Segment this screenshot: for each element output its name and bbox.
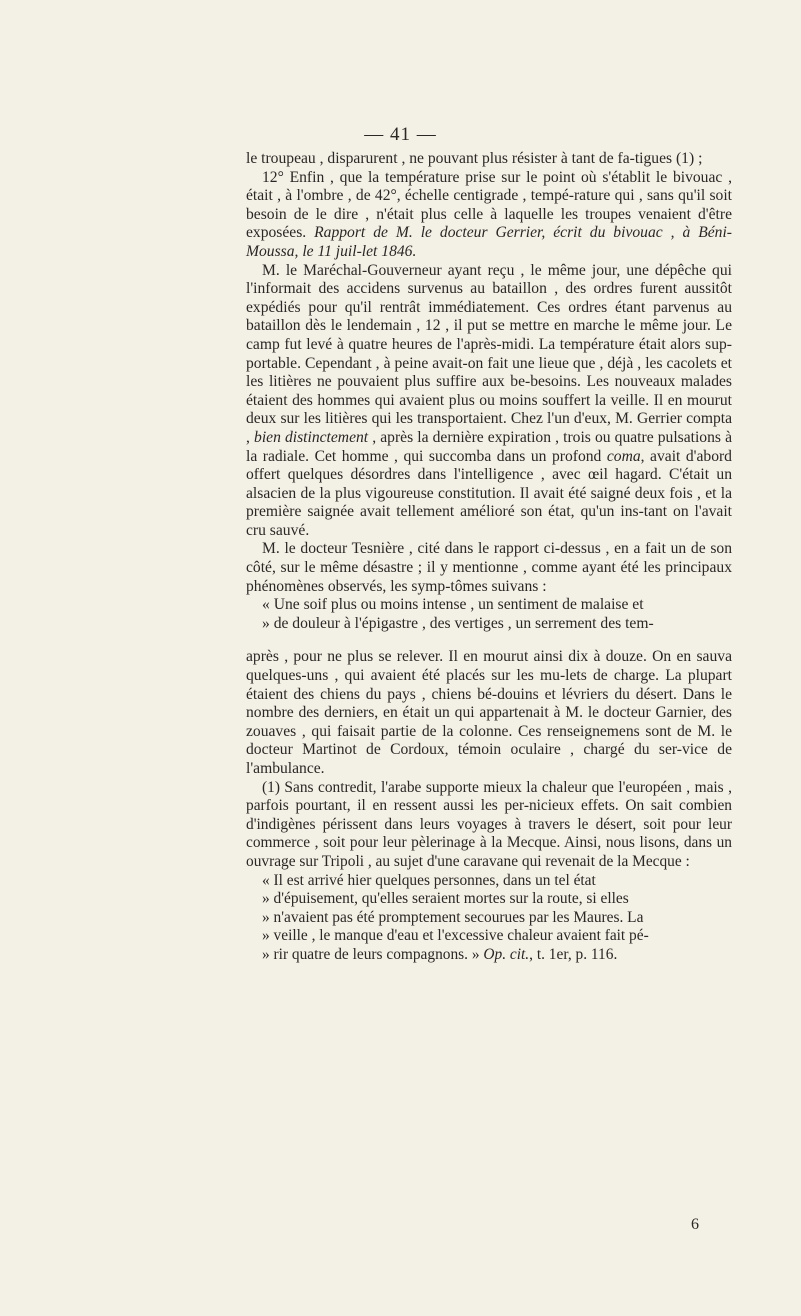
footnote-quote-1: « Il est arrivé hier quelques personnes, dans un tel état bbox=[262, 871, 596, 889]
report-source: Rapport de M. le docteur Gerrier, écrit du bivouac , à Béni-Moussa, le 11 juil-let 1846. bbox=[246, 224, 732, 260]
footnote-quote-3: » n'avaient pas été promptement secourues par les Maures. La bbox=[262, 908, 644, 926]
paragraph-chiens: après , pour ne plus se relever. Il en mourut ainsi dix à douze. On en sauva quelques-uns , qui avaient été placés sur les mu-lets de charge. La plupart étaient des chiens du pays , chiens bé-douins et lévriers du désert. Dans le nombre des derniers, en était un qui appartenait à M. le docteur Garnier, des zouaves , qui faisait partie de la colonne. Ces renseignemens sont de M. le docteur Martinot de Cordoux, témoin oculaire , chargé du ser-vice de l'ambulance. bbox=[246, 648, 732, 777]
page-number: — 41 — bbox=[364, 124, 437, 145]
footnote-quote-4: » veille , le manque d'eau et l'excessive chaleur avaient fait pé- bbox=[262, 927, 649, 945]
footnote-quote-2: » d'épuisement, qu'elles seraient mortes sur la route, si elles bbox=[262, 890, 629, 908]
page-body bbox=[246, 150, 732, 965]
paragraph-troupeau: le troupeau , disparurent , ne pouvant plus résister à tant de fa-tigues (1) ; bbox=[246, 150, 703, 167]
paragraph-temperature bbox=[246, 169, 732, 262]
paragraph-tesniere: M. le docteur Tesnière , cité dans le rapport ci-dessus , en a fait un de son côté, sur le même désastre ; il y mentionne , comme ayant été les principaux phénomènes observés, les symp-tômes suivans : bbox=[246, 540, 732, 595]
footnote bbox=[246, 779, 732, 965]
marechal-text-mid: , après la dernière expiration , trois ou quatre pulsations à la radiale. Cet homme , qui succomba dans un profond bbox=[246, 428, 732, 465]
signature-mark: 6 bbox=[691, 1216, 699, 1233]
temperature-text: 12° Enfin , que la température prise sur le point où s'établit le bivouac , était , à l'ombre , de 42°, échelle centigrade , tempé-rature qui , sans qu'il soit besoin de le dire , n'était plus celle à laquelle les troupes venaient d'être exposées. bbox=[246, 168, 732, 242]
footnote-text: (1) Sans contredit, l'arabe supporte mieux la chaleur que l'européen , mais , parfois pourtant, il en ressent aussi les per-nicieux effets. On sait combien d'indigènes périssent dans leurs voyages à travers le désert, soit pour leur commerce , soit pour leur pèlerinage à la Mecque. Ainsi, nous lisons, dans un ouvrage sur Tripoli , au sujet d'une caravane qui revenait de la Mecque : bbox=[246, 778, 732, 870]
quote-line-1: « Une soif plus ou moins intense , un sentiment de malaise et bbox=[262, 596, 644, 614]
paragraph-marechal bbox=[246, 262, 732, 541]
footnote-citation-end: , t. 1er, p. 116. bbox=[529, 945, 618, 963]
marechal-text: M. le Maréchal-Gouverneur ayant reçu , le même jour, une dépêche qui l'informait des accidens survenus au bataillon , des ordres furent aussitôt expédiés pour qu'il rentrât immédiatement. Ces ordres étant parvenus au bataillon dès le lendemain , 12 , il put se mettre en marche le même jour. Le camp fut levé à quatre heures de l'après-midi. La température était alors sup-portable. Cependant , à peine avait-on fait une lieue que , déjà , les cacolets et les litières ne pouvaient plus suffire aux be-besoins. Les nouveaux malades étaient des hommes qui avaient plus ou moins souffert la veille. Il en mourut deux sur les litières qui les transportaient. Chez l'un d'eux, M. Gerrier compta , bbox=[246, 261, 732, 446]
italic-distinctement: bien distinctement bbox=[254, 428, 369, 446]
footnote-citation: Op. cit. bbox=[483, 945, 530, 963]
marechal-text-end: , avait d'abord offert quelques désordres dans l'intelligence , avec œil hagard. C'était un alsacien de la plus vigoureuse constitution. Il avait été saigné deux fois , et la première saignée avait tellement amélioré son état, qu'un ins-tant on l'avait cru sauvé. bbox=[246, 447, 732, 539]
italic-coma: coma bbox=[606, 447, 641, 465]
footnote-quote-5 bbox=[246, 946, 732, 965]
quote-line-2: » de douleur à l'épigastre , des vertiges , un serrement des tem- bbox=[262, 614, 654, 632]
section-gap bbox=[246, 633, 732, 648]
footnote-quote-5-text: » rir quatre de leurs compagnons. » bbox=[262, 945, 484, 963]
